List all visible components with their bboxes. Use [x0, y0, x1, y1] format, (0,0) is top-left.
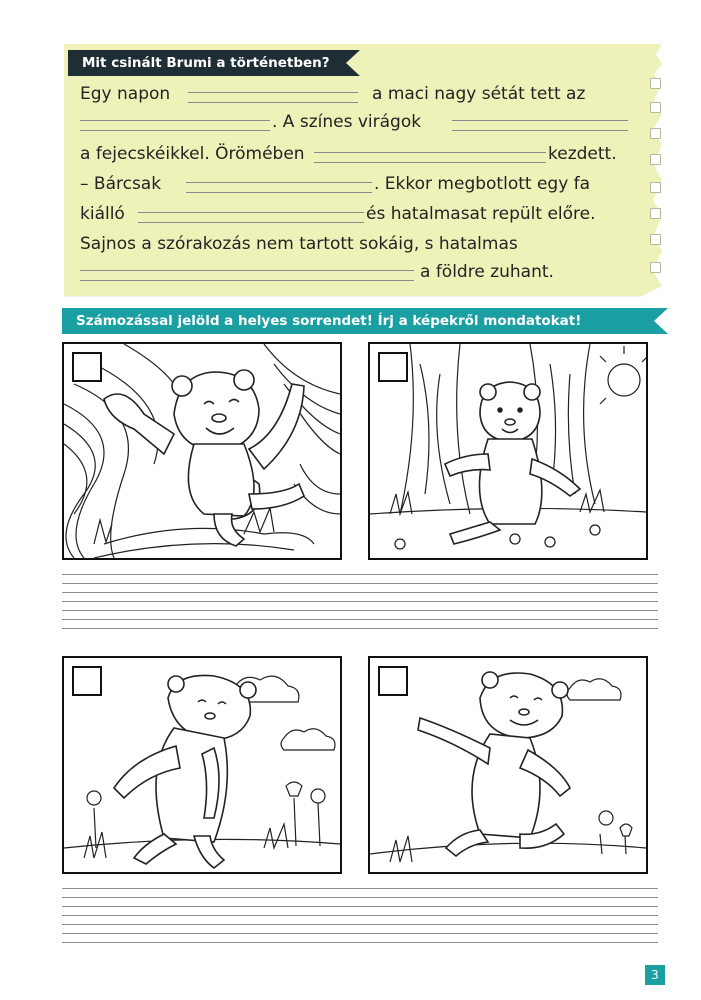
writing-lines-row-2[interactable] — [62, 888, 658, 948]
picture-frame-3 — [62, 656, 342, 874]
story-line-5a: kiálló — [80, 204, 125, 224]
task1-title: Mit csinált Brumi a történetben? — [68, 50, 346, 76]
note-hole — [650, 262, 661, 273]
note-hole — [650, 154, 661, 165]
order-number-box-3[interactable] — [72, 666, 102, 696]
story-line-4a: – Bárcsak — [80, 174, 162, 194]
order-number-box-1[interactable] — [72, 352, 102, 382]
note-hole — [650, 102, 661, 113]
fill-blank[interactable] — [80, 120, 270, 131]
story-line-3b: kezdett. — [548, 144, 617, 164]
note-hole — [650, 182, 661, 193]
writing-lines-row-1[interactable] — [62, 574, 658, 634]
order-number-box-4[interactable] — [378, 666, 408, 696]
note-hole — [650, 234, 661, 245]
fill-blank[interactable] — [452, 120, 628, 131]
page-number: 3 — [645, 965, 665, 985]
story-line-1b: a maci nagy sétát tett az — [372, 84, 586, 104]
note-hole — [650, 128, 661, 139]
story-line-6a: Sajnos a szórakozás nem tartott sokáig, s hatalmas — [80, 234, 518, 254]
task2-title: Számozással jelöld a helyes sorrendet! Írj a képekről mondatokat! — [62, 308, 654, 334]
story-line-4b: . Ekkor megbotlott egy fa — [374, 174, 591, 194]
story-line-2a: . A színes virágok — [272, 112, 422, 132]
story-note-card — [64, 44, 642, 296]
story-line-7a: a földre zuhant. — [420, 262, 554, 282]
bear-jumping-on-stump-icon — [64, 344, 340, 558]
picture-frame-1 — [62, 342, 342, 560]
bear-tripping-icon — [370, 658, 646, 872]
picture-frame-4 — [368, 656, 648, 874]
fill-blank[interactable] — [314, 152, 546, 163]
story-line-3a: a fejecskéikkel. Örömében — [80, 144, 305, 164]
bear-in-forest-icon — [370, 344, 646, 558]
story-line-5b: és hatalmasat repült előre. — [366, 204, 596, 224]
fill-blank[interactable] — [138, 212, 364, 223]
fill-blank[interactable] — [80, 270, 414, 281]
order-number-box-2[interactable] — [378, 352, 408, 382]
story-line-1a: Egy napon — [80, 84, 171, 104]
note-hole — [650, 208, 661, 219]
fill-blank[interactable] — [188, 92, 358, 103]
fill-blank[interactable] — [186, 182, 372, 193]
picture-frame-2 — [368, 342, 648, 560]
note-hole — [650, 78, 661, 89]
bear-walking-in-meadow-icon — [64, 658, 340, 872]
